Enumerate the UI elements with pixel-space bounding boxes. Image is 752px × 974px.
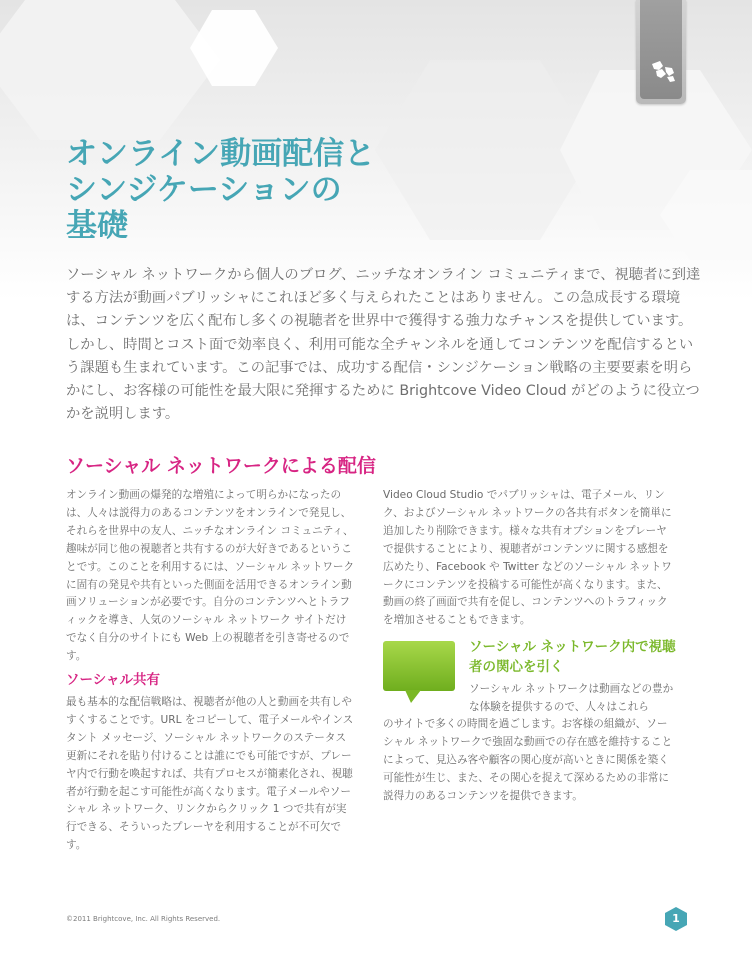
section-heading: ソーシャル ネットワークによる配信: [66, 455, 376, 477]
page-number: 1: [672, 912, 680, 925]
title-line-2: シンジケーションの: [66, 172, 342, 208]
speech-bubble-icon: [383, 641, 455, 711]
title-line-3: 基礎: [66, 208, 128, 244]
copyright-footer: ©2011 Brightcove, Inc. All Rights Reserved.: [66, 915, 221, 923]
sidebar-text-part-2: のサイトで多くの時間を過ごします。お客様の組織が、ソーシャル ネットワークで強固な動画での存在感を維持することによって、見込み客や顧客の関心度が高いときに関係を築く可能性が生じ、また、その関心を捉えて深めるための非常に説得力のあるコンテンツを提供できます。: [383, 718, 673, 802]
title-line-1: オンライン動画配信と: [66, 136, 376, 172]
sub-heading-social-sharing: ソーシャル共有: [66, 672, 160, 688]
body-paragraph-1: オンライン動画の爆発的な増殖によって明らかになったのは、人々は説得力のあるコンテンツをオンラインで発見し、それらを世界中の友人、ニッチなオンライン コミュニティ、趣味が同じ他の視聴者と共有するのが大好きであるということです。このことを利用するには、ソーシャル ネットワークに固有の発見や共有といった側面を活用できるオンライン動画ソリューションが必要です。自分のコンテンツへとトラフィックを導き、人気のソーシャル ネットワーク サイトだけでなく自分のサイトにも Web 上の視聴者を引き寄せるのです。: [66, 489, 355, 663]
sidebar-text-part-1: ソーシャル ネットワークは動画などの豊かな体験を提供するので、人々はこれら: [469, 683, 674, 713]
sidebar-heading: ソーシャル ネットワーク内で視聴者の関心を引く: [469, 639, 676, 675]
intro-paragraph: ソーシャル ネットワークから個人のブログ、ニッチなオンライン コミュニティまで、視聴者に到達する方法が動画パブリッシャにこれほど多く与えられたことはありません。この急成長する環境は、コンテンツを広く配布し多くの視聴者を世界中で獲得する強力なチャンスを提供しています。しかし、時間とコスト面で効率良く、利用可能な全チャンネルを通してコンテンツを配信するという課題も生まれています。この記事では、成功する配信・シンジケーション戦略の主要要素を明らかにし、お客様の可能性を最大限に発揮するために Brightcove Video Cloud がどのように役立つかを説明します。: [66, 267, 701, 423]
header-tab-inner: [640, 0, 682, 99]
page-title: [66, 136, 486, 244]
page-number-badge: [665, 907, 687, 931]
brightcove-logo-icon: [648, 56, 678, 86]
body-paragraph-2: 最も基本的な配信戦略は、視聴者が他の人と動画を共有しやすくすることです。URL をコピーして、電子メールやインスタント メッセージ、ソーシャル ネットワークのステータス更新にそれを貼り付けることは誰にでも可能ですが、プレーヤ内で行動を喚起すれば、共有プロセスが簡素化され、視聴者が行動を起こす可能性が高くなります。電子メールやソーシャル ネットワーク、リンクからクリック 1 つで共有が実行できる、そういったプレーヤを利用することが不可欠です。: [66, 696, 354, 852]
body-paragraph-3: Video Cloud Studio でパブリッシャは、電子メール、リンク、およびソーシャル ネットワークの各共有ボタンを簡単に追加したり削除できます。様々な共有オプションをプレーヤで提供することにより、視聴者がコンテンツに関する感想を広めたり、Facebook や Twitter などのソーシャル ネットワークにコンテンツを投稿する可能性が高くなります。また、動画の終了画面で共有を促し、コンテンツへのトラフィックを増加させることもできます。: [383, 489, 672, 627]
header-tab: [636, 0, 686, 104]
